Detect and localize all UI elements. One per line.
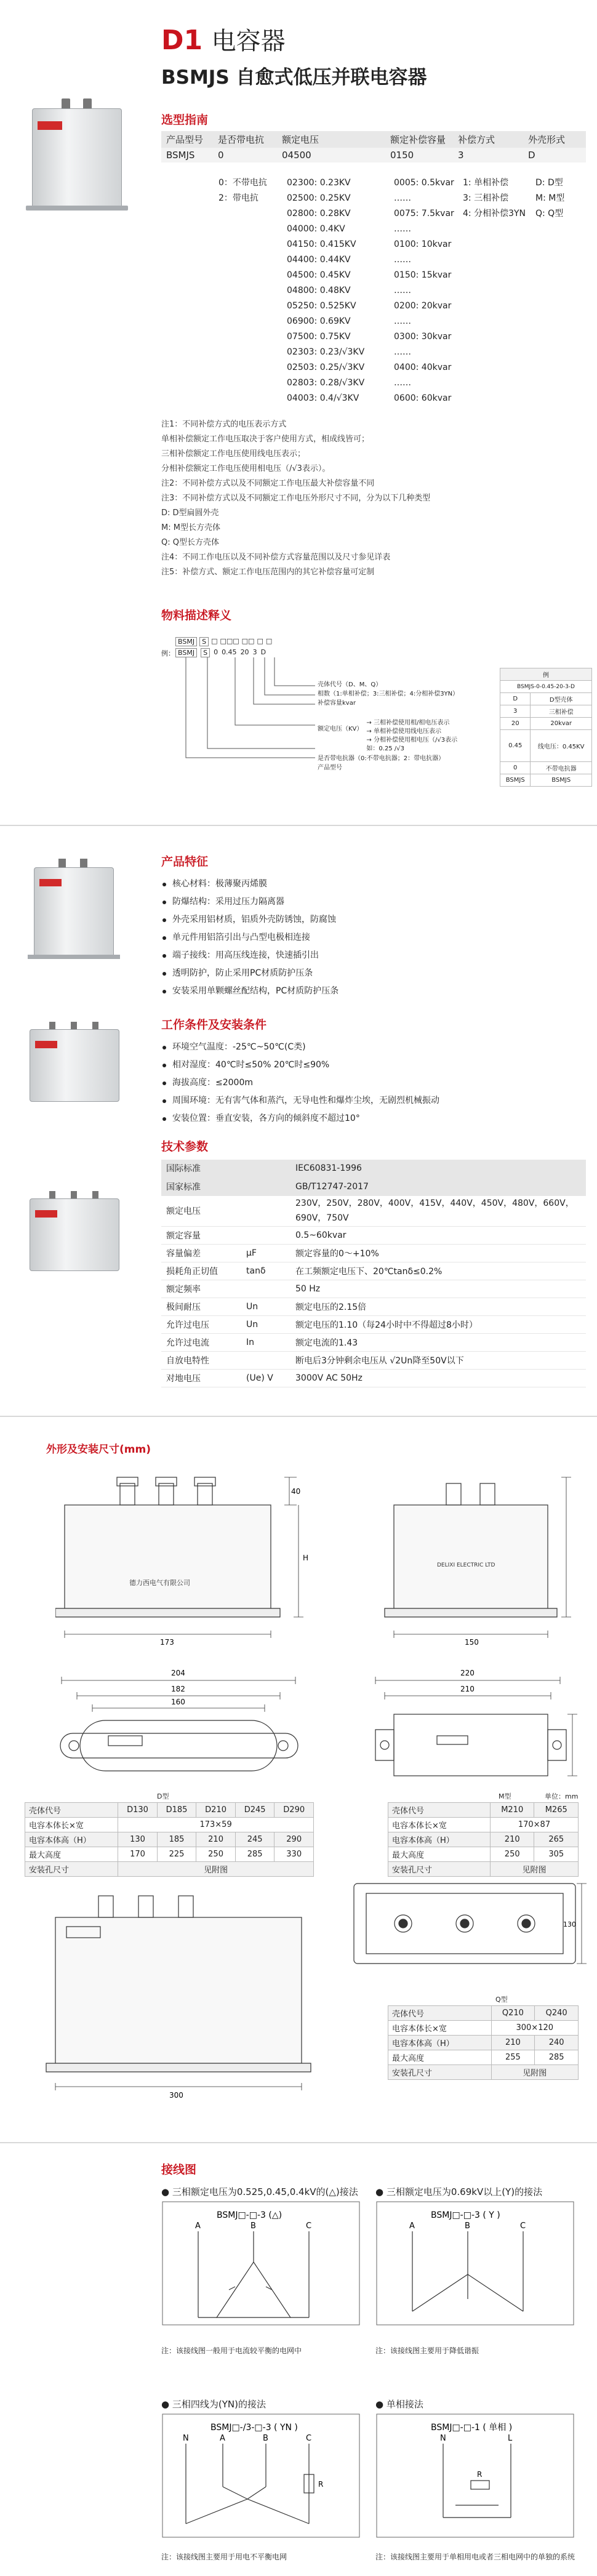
note-line: 单相补偿额定工作电压取决于客户使用方式，相成线皆可； [161, 435, 370, 444]
wiring-yn-title [161, 2397, 266, 2410]
voltage-options [287, 175, 364, 406]
d-cell: 290 [274, 1832, 314, 1847]
d-cell: 173×59 [118, 1818, 314, 1832]
reactor-options [218, 175, 267, 206]
tech-val: 230V，250V，280V，400V，415V，440V，450V，480V，660V，690V，750V [290, 1195, 586, 1226]
d-cell: 170 [118, 1847, 158, 1862]
m-type-label: M型 [499, 1792, 511, 1800]
material-title: 物料描述释义 [161, 609, 232, 622]
d-dim-table [25, 1802, 314, 1877]
d-row-label: 安装孔尺寸 [25, 1862, 118, 1877]
tech-sym [241, 1178, 290, 1195]
q-top-drawing [342, 1871, 588, 1982]
model-label: BSMJ□-□-3 (△) [217, 2210, 282, 2220]
q-cell: 255 [491, 2050, 535, 2065]
code-cell: □ [265, 637, 273, 645]
unit-label: 单位：mm [545, 1792, 579, 1800]
m-cell: 250 [490, 1847, 534, 1862]
sel-val-shell: D [523, 148, 586, 163]
tech-name: 国际标准 [161, 1160, 241, 1178]
tech-val: 额定电压的2.15倍 [290, 1298, 586, 1315]
shell-option: Q: Q型 [535, 209, 564, 219]
wiring-delta-note: 注：该接线图一般用于电流较平衡的电网中 [161, 2346, 302, 2355]
material-desc-col2 [318, 754, 444, 772]
voltage-option: 06900: 0.69KV [287, 316, 351, 326]
example-label: 例： [161, 649, 175, 657]
d-head: D210 [196, 1803, 236, 1818]
q-head: Q210 [491, 2006, 535, 2021]
d-cell: 285 [235, 1847, 274, 1862]
tech-val: 在工频额定电压下、20℃tanδ≤0.2% [290, 1262, 586, 1280]
example-val: 0.45 [500, 730, 531, 762]
dim-label: 40 [291, 1487, 301, 1496]
example-head: 例 [500, 668, 592, 681]
m-cell: 170×87 [490, 1818, 578, 1832]
m-cell: 210 [490, 1832, 534, 1847]
voltage-option: 04400: 0.44KV [287, 255, 351, 265]
d-side-drawing [363, 1468, 579, 1650]
tech-val: 额定电压的1.10（每24小时中不得超过8小时） [290, 1315, 586, 1333]
tech-val: GB/T12747-2017 [290, 1178, 586, 1195]
capacity-option: 0600: 60kvar [394, 393, 452, 403]
tech-sym [241, 1226, 290, 1244]
wiring-y-diagram [375, 2201, 585, 2342]
tech-sym: (Ue) V [241, 1369, 290, 1387]
m-row-label: 最大高度 [388, 1847, 491, 1862]
reactor-option: 2：带电抗 [218, 193, 258, 203]
method-option: 4: 分相补偿3YN [463, 209, 526, 219]
capacity-option: …… [394, 255, 411, 265]
voltage-option: 04500: 0.45KV [287, 270, 351, 280]
sel-val-voltage: 04500 [277, 148, 385, 163]
code-cell: BSMJ [175, 648, 197, 657]
tech-sym: tanδ [241, 1262, 290, 1280]
voltage-option: 02300: 0.23KV [287, 178, 351, 188]
voltage-option: 05250: 0.525KV [287, 301, 356, 311]
phase-a: A [195, 2221, 201, 2231]
dim-label: 130 [563, 1920, 576, 1928]
condition-item: 海拔高度：≤2000m [161, 1074, 580, 1092]
tech-sym: In [241, 1333, 290, 1351]
dim-label: 160 [171, 1698, 185, 1706]
tech-name: 国家标准 [161, 1178, 241, 1195]
tech-sym: Un [241, 1315, 290, 1333]
example-mean: BSMJS [531, 774, 592, 787]
wiring-title: 接线图 [161, 2163, 197, 2177]
m-cell: 见附图 [490, 1862, 578, 1877]
example-val: D [500, 693, 531, 705]
sel-head-voltage: 额定电压 [277, 131, 385, 148]
phase-c: C [520, 2221, 526, 2231]
sel-val-reactor: 0 [213, 148, 277, 163]
capacity-option: …… [394, 347, 411, 357]
note-line: 三相补偿额定工作电压使用线电压表示； [161, 449, 306, 459]
code-cell: 3 [252, 648, 257, 656]
brand-label-2: DELIXI ELECTRIC LTD [437, 1562, 495, 1568]
d-cell: 250 [196, 1847, 236, 1862]
section-divider [0, 2142, 597, 2143]
phase-c: C [306, 2221, 312, 2231]
model-label: BSMJ□-□-1 ( 单相 ) [431, 2423, 513, 2433]
q-head: 壳体代号 [388, 2006, 492, 2021]
features-list [161, 875, 580, 1000]
capacity-option: …… [394, 193, 411, 203]
phase-a: A [220, 2434, 225, 2443]
d-cell: 245 [235, 1832, 274, 1847]
tech-name: 损耗角正切值 [161, 1262, 241, 1280]
tech-name: 对地电压 [161, 1369, 241, 1387]
selection-guide-title: 选型指南 [161, 113, 209, 127]
feature-item: 核心材料：极薄聚丙烯膜 [161, 875, 580, 893]
phase-b: B [263, 2434, 268, 2443]
capacity-options [394, 175, 454, 406]
q-cell: 见附图 [491, 2065, 578, 2080]
m-row-label: 电容本体高（H） [388, 1832, 491, 1847]
section-divider [0, 1416, 597, 1417]
capacity-option: …… [394, 378, 411, 388]
voltage-note: → 单相补偿使用线电压表示 [366, 728, 441, 735]
material-desc: 是否带电抗器（0:不带电抗器；2：带电抗器） [318, 755, 445, 762]
sel-val-model: BSMJS [161, 148, 213, 163]
tech-val: 50 Hz [290, 1280, 586, 1298]
tech-name: 额定电压 [161, 1195, 241, 1226]
voltage-option: 04150: 0.415KV [287, 239, 356, 249]
section-divider [0, 825, 597, 826]
shell-option: M: M型 [535, 193, 565, 203]
material-desc: 产品型号 [318, 764, 342, 771]
d-cell: 130 [118, 1832, 158, 1847]
d-cell: 185 [157, 1832, 196, 1847]
material-voltage-desc [318, 719, 457, 753]
shell-options [535, 175, 564, 222]
method-option: 1: 单相补偿 [463, 178, 509, 188]
wiring-delta-title [161, 2185, 358, 2198]
voltage-option: 04800: 0.48KV [287, 286, 351, 295]
phase-l: L [508, 2434, 513, 2443]
q-row-label: 电容本体高（H） [388, 2036, 492, 2050]
condition-item: 周围环境：无有害气体和蒸汽，无导电性和爆炸尘埃，无剧烈机械振动 [161, 1092, 580, 1110]
dim-label: 300 [169, 2091, 183, 2100]
code-cell: BSMJ [175, 637, 197, 646]
code-cell: 0.45 [222, 648, 237, 656]
page-header [161, 22, 286, 57]
capacitor-photo-3 [25, 1022, 123, 1108]
dim-label: 182 [171, 1685, 185, 1693]
series-name: 电容器 [211, 27, 286, 55]
phase-c: C [306, 2434, 312, 2443]
material-example-table [500, 668, 592, 787]
resistor-label: R [318, 2480, 324, 2489]
tech-sym [241, 1195, 290, 1226]
q-cell: 210 [491, 2036, 535, 2050]
m-head: 壳体代号 [388, 1803, 491, 1818]
wiring-yn-note: 注：该接线图主要用于用电不平衡电网 [161, 2553, 287, 2561]
dims-title: 外形及安装尺寸(mm) [46, 1443, 151, 1456]
code-cell: S [199, 637, 209, 646]
example-val: BSMJS [500, 774, 531, 787]
sel-val-capacity: 0150 [385, 148, 453, 163]
code-cell: 0 [214, 648, 218, 656]
product-subtitle: BSMJS 自愈式低压并联电容器 [161, 66, 427, 89]
dim-label: 173 [160, 1638, 174, 1647]
d-row-label: 电容本体长×宽 [25, 1818, 118, 1832]
d-cell: 225 [157, 1847, 196, 1862]
m-top-drawing [363, 1662, 579, 1785]
note-line: 注2：不同补偿方式以及不同额定工作电压最大补偿容量不同 [161, 479, 375, 488]
dim-label: H [303, 1554, 309, 1562]
method-options [463, 175, 526, 222]
voltage-note: 如：0.25 /√3 [366, 745, 404, 752]
voltage-option: 02303: 0.23/√3KV [287, 347, 365, 357]
d-front-drawing [55, 1468, 314, 1650]
phase-a: A [409, 2221, 415, 2231]
condition-item: 环境空气温度：-25℃~50℃(C类) [161, 1038, 580, 1056]
example-mean: D型壳体 [531, 693, 592, 705]
m-cell: 305 [534, 1847, 579, 1862]
shell-option: D: D型 [535, 178, 563, 188]
method-option: 3: 三相补偿 [463, 193, 509, 203]
capacity-option: 0100: 10kvar [394, 239, 452, 249]
dim-label: 204 [171, 1669, 185, 1677]
m-dim-table [388, 1802, 579, 1877]
d-cell: 330 [274, 1847, 314, 1862]
feature-item: 端子接线：用高压线连接，快速插引出 [161, 947, 580, 965]
wiring-single-note: 注：该接线图主要用于单相用电或者三相电网中的单独的系统 [375, 2553, 575, 2561]
wiring-single-diagram [375, 2413, 585, 2548]
tech-name: 极间耐压 [161, 1298, 241, 1315]
dim-label: 220 [460, 1669, 475, 1677]
d-type-label: D型 [157, 1792, 169, 1800]
sel-head-method: 补偿方式 [453, 131, 523, 148]
example-sub: BSMJS-0-0.45-20-3-D [500, 681, 592, 693]
sel-head-reactor: 是否带电抗 [213, 131, 277, 148]
phase-b: B [465, 2221, 470, 2231]
example-mean: 三相补偿 [531, 705, 592, 718]
sel-head-shell: 外壳形式 [523, 131, 586, 148]
d-top-drawing [55, 1662, 314, 1785]
phase-n: N [183, 2434, 189, 2443]
wiring-y-note: 注：该接线图主要用于降低谐振 [375, 2346, 479, 2355]
wiring-delta-text: 三相额定电压为0.525,0.45,0.4kV的(△)接法 [172, 2186, 358, 2197]
capacity-option: …… [394, 224, 411, 234]
bullet-icon: ● [161, 2399, 172, 2410]
capacity-option: 0300: 30kvar [394, 332, 452, 342]
condition-item: 安装位置：垂直安装，各方向的倾斜度不超过10° [161, 1110, 580, 1128]
d-head: 壳体代号 [25, 1803, 118, 1818]
wiring-y-text: 三相额定电压为0.69kV以上(Y)的接法 [386, 2186, 543, 2197]
wiring-delta-diagram [161, 2201, 364, 2342]
material-desc: 壳体代号（D、M、Q） [318, 681, 382, 688]
model-label: BSMJ□-/3-□-3 ( YN ) [210, 2423, 298, 2433]
feature-item: 单元件用铝箔引出与凸型电极相连接 [161, 929, 580, 947]
voltage-note: → 三相补偿使用相/相电压表示 [366, 720, 450, 726]
code-cell: 20 [240, 648, 249, 656]
model-label: BSMJ□-□-3 ( Y ) [431, 2210, 500, 2220]
tech-sym [241, 1351, 290, 1369]
tech-name: 自放电特性 [161, 1351, 241, 1369]
tech-name: 额定频率 [161, 1280, 241, 1298]
sel-head-model: 产品型号 [161, 131, 213, 148]
d-cell: 210 [196, 1832, 236, 1847]
selection-table [161, 131, 586, 163]
sel-head-capacity: 额定补偿容量 [385, 131, 453, 148]
m-row-label: 安装孔尺寸 [388, 1862, 491, 1877]
q-dim-table [388, 2005, 579, 2080]
features-title: 产品特征 [161, 855, 209, 869]
material-desc-col [318, 680, 459, 708]
capacity-option: 0075: 7.5kvar [394, 209, 454, 219]
bullet-icon: ● [161, 2186, 172, 2197]
capacitor-photo [25, 98, 129, 219]
q-row-label: 安装孔尺寸 [388, 2065, 492, 2080]
q-type-label: Q型 [495, 1996, 508, 2004]
m-head: M265 [534, 1803, 579, 1818]
series-code: D1 [161, 25, 203, 56]
tech-val: 0.5~60kvar [290, 1226, 586, 1244]
tech-name: 额定容量 [161, 1226, 241, 1244]
m-cell: 265 [534, 1832, 579, 1847]
capacity-option: 0400: 40kvar [394, 363, 452, 372]
tech-name: 允许过电流 [161, 1333, 241, 1351]
note-line: 注4：不同工作电压以及不同补偿方式容量范围以及尺寸参见详表 [161, 553, 391, 562]
tech-title: 技术参数 [161, 1140, 209, 1154]
code-cell: D [260, 648, 266, 656]
capacity-option: 0150: 15kvar [394, 270, 452, 280]
code-cell: □ [211, 637, 218, 645]
tech-name: 允许过电压 [161, 1315, 241, 1333]
q-cell: 300×120 [491, 2021, 578, 2036]
bullet-icon: ● [375, 2399, 387, 2410]
tech-val: 3000V AC 50Hz [290, 1369, 586, 1387]
tech-table [161, 1160, 586, 1387]
voltage-option: 02503: 0.25/√3KV [287, 363, 365, 372]
d-head: D290 [274, 1803, 314, 1818]
capacitor-photo-4 [25, 1191, 123, 1277]
note-line: 注3：不同补偿方式以及不同额定工作电压外形尺寸不同，分为以下几种类型 [161, 494, 431, 503]
wiring-single-text: 单相接法 [386, 2399, 423, 2410]
wiring-yn-diagram [161, 2413, 364, 2548]
feature-item: 防爆结构：采用过压力隔离器 [161, 893, 580, 911]
brand-label: 德力西电气有限公司 [129, 1579, 190, 1587]
wiring-single-title [375, 2397, 423, 2410]
capacity-option: 0005: 0.5kvar [394, 178, 454, 188]
dim-label: 210 [460, 1685, 475, 1693]
capacity-option: …… [394, 286, 411, 295]
conditions-list [161, 1038, 580, 1128]
example-val: 20 [500, 718, 531, 730]
tech-sym [241, 1160, 290, 1178]
condition-item: 相对湿度：40℃时≤50% 20℃时≤90% [161, 1056, 580, 1074]
note-line: 分相补偿额定工作电压使用相电压（/√3表示）。 [161, 464, 331, 473]
material-desc: 相数（1:单相补偿；3:三相补偿；4:分相补偿3YN） [318, 691, 459, 697]
d-head: D245 [235, 1803, 274, 1818]
phase-n: N [440, 2434, 446, 2443]
note-line: 注1：不同补偿方式的电压表示方式 [161, 420, 287, 429]
code-cell: □ [257, 637, 263, 645]
bullet-icon: ● [375, 2186, 387, 2197]
tech-val: 断电后3分钟剩余电压从 √2Un降至50V以下 [290, 1351, 586, 1369]
voltage-option: 02803: 0.28/√3KV [287, 378, 365, 388]
q-front-drawing [37, 1871, 326, 2105]
material-desc: 额定电压（KV） [318, 726, 363, 732]
q-cell: 240 [535, 2036, 579, 2050]
q-head: Q240 [535, 2006, 579, 2021]
m-head: M210 [490, 1803, 534, 1818]
wiring-y-title [375, 2185, 542, 2198]
selection-notes [161, 417, 580, 580]
voltage-note: → 分相补偿使用相电压（/√3表示 [366, 737, 458, 744]
code-cell: □□ [241, 637, 255, 645]
example-mean: 20kvar [531, 718, 592, 730]
conditions-title: 工作条件及安装条件 [161, 1018, 267, 1032]
capacity-option: …… [394, 316, 411, 326]
voltage-option: 02800: 0.28KV [287, 209, 351, 219]
tech-val: 额定电流的1.43 [290, 1333, 586, 1351]
code-cell: S [201, 648, 210, 657]
tech-val: IEC60831-1996 [290, 1160, 586, 1178]
note-line: D: D型扁圆外壳 [161, 508, 219, 518]
tech-name: 容量偏差 [161, 1244, 241, 1262]
d-head: D130 [118, 1803, 158, 1818]
tech-sym: Un [241, 1298, 290, 1315]
voltage-option: 04000: 0.4KV [287, 224, 345, 234]
note-line: Q: Q型长方壳体 [161, 538, 219, 547]
dim-label: 150 [465, 1638, 479, 1647]
voltage-option: 02500: 0.25KV [287, 193, 351, 203]
material-desc: 补偿容量kvar [318, 700, 356, 707]
d-row-label: 电容本体高（H） [25, 1832, 118, 1847]
tech-val: 额定容量的0～+10% [290, 1244, 586, 1262]
phase-b: B [250, 2221, 256, 2231]
note-line: M: M型长方壳体 [161, 523, 220, 532]
reactor-option: 0：不带电抗 [218, 178, 267, 188]
material-connector-lines [161, 656, 321, 779]
example-val: 3 [500, 705, 531, 718]
feature-item: 透明防护，防止采用PC材质防护压条 [161, 965, 580, 982]
feature-item: 外壳采用铝材质，铝质外壳防锈蚀，防腐蚀 [161, 911, 580, 929]
tech-sym [241, 1280, 290, 1298]
example-val: 0 [500, 762, 531, 774]
sel-val-method: 3 [453, 148, 523, 163]
q-row-label: 电容本体长×宽 [388, 2021, 492, 2036]
d-head: D185 [157, 1803, 196, 1818]
capacitor-photo-2 [28, 859, 120, 966]
example-mean: 线电压：0.45KV [531, 730, 592, 762]
voltage-option: 04003: 0.4/√3KV [287, 393, 359, 403]
d-cell: 见附图 [118, 1862, 314, 1877]
note-line: 注5：补偿方式、额定工作电压范围内的其它补偿容量可定制 [161, 568, 375, 577]
code-cell: □□□ [220, 637, 239, 645]
code-top-row [175, 637, 272, 646]
resistor-label: R [477, 2470, 483, 2479]
tech-sym: μF [241, 1244, 290, 1262]
q-row-label: 最大高度 [388, 2050, 492, 2065]
example-mean: 不带电抗器 [531, 762, 592, 774]
capacity-option: 0200: 20kvar [394, 301, 452, 311]
m-row-label: 电容本体长×宽 [388, 1818, 491, 1832]
d-row-label: 最大高度 [25, 1847, 118, 1862]
feature-item: 安装采用单颗螺丝配结构，PC材质防护压条 [161, 982, 580, 1000]
wiring-yn-text: 三相四线为(YN)的接法 [172, 2399, 266, 2410]
voltage-option: 07500: 0.75KV [287, 332, 351, 342]
q-cell: 285 [535, 2050, 579, 2065]
